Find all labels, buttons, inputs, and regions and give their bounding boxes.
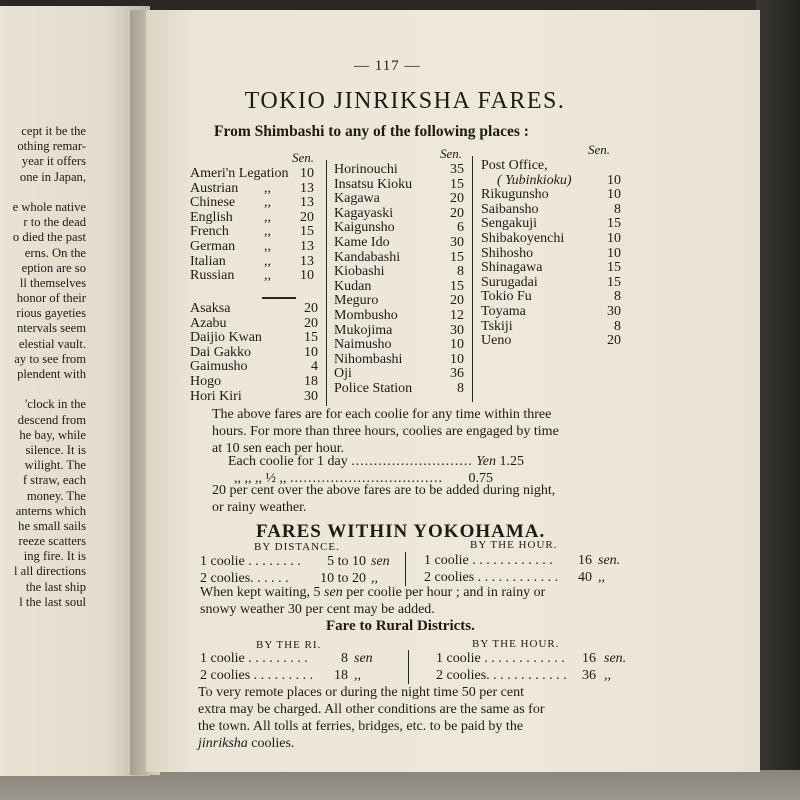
place-name: Daijio Kwan — [190, 330, 262, 346]
fare-row — [334, 382, 464, 397]
left-page-line: 'clock in the — [24, 397, 86, 412]
place-name: Naimusho — [334, 337, 392, 353]
left-page-line: e whole native — [12, 199, 86, 214]
fare-row — [334, 324, 464, 339]
fare-sen: 30 — [304, 388, 318, 404]
place-name: Austrian — [190, 180, 239, 196]
text-line: 20 per cent over the above fares are to be added during night, — [212, 483, 556, 498]
note-italic: sen — [324, 585, 343, 600]
rate-unit: ,, — [598, 570, 605, 585]
rate-label: 2 coolies . . . . . . . . . . . . — [424, 570, 559, 585]
rate-unit: sen — [371, 554, 390, 569]
rate-unit: ,, — [371, 571, 378, 586]
place-name: Kaigunsho — [334, 220, 395, 236]
rural-note-coolies: coolies. — [247, 736, 295, 751]
left-page-line: l the last soul — [19, 594, 86, 609]
fare-sen: 20 — [300, 209, 314, 225]
fare-sen: 8 — [614, 318, 621, 334]
fare-row — [190, 317, 318, 332]
fare-row — [190, 211, 314, 226]
fare-sen: 15 — [450, 249, 464, 265]
left-page-line — [0, 382, 86, 397]
rate-value: 16 — [578, 553, 592, 568]
text-line: at 10 sen each per hour. — [212, 441, 345, 456]
place-name: Police Station — [334, 380, 413, 396]
fare-sen: 8 — [457, 264, 464, 280]
rate-label: 1 coolie . . . . . . . . . — [200, 651, 308, 666]
left-page-line: o died the past — [12, 230, 86, 245]
place-name: Hori Kiri — [190, 388, 242, 404]
left-page-line: reeze scatters — [18, 534, 86, 549]
fare-row — [190, 167, 314, 182]
fare-row — [481, 203, 621, 218]
coolie-day-dots: ........................... — [351, 454, 473, 469]
rural-divider — [408, 650, 409, 684]
yokohama-note-line — [200, 601, 640, 618]
fare-row — [334, 251, 464, 266]
rate-unit: ,, — [354, 668, 361, 683]
place-name: Meguro — [334, 293, 379, 309]
col3-first-sub: ( Yubinkioku) — [497, 172, 572, 188]
place-name: Kame Ido — [334, 234, 390, 250]
place-name: Insatsu Kioku — [334, 176, 413, 192]
divider-rule — [262, 297, 296, 299]
fare-row — [190, 360, 318, 375]
rate-label: 1 coolie . . . . . . . . — [200, 554, 301, 569]
rural-title: Fare to Rural Districts. — [326, 618, 475, 634]
place-name: Asaksa — [190, 301, 231, 316]
ditto-mark: ,, — [264, 253, 271, 269]
fare-row — [334, 367, 464, 382]
book-cover-edge — [756, 0, 800, 800]
fare-row — [190, 302, 318, 317]
sen-header-3: Sen. — [588, 142, 611, 157]
fare-sen: 10 — [607, 245, 621, 261]
sen-header-2: Sen. — [440, 146, 463, 161]
fare-sen: 10 — [450, 351, 464, 367]
left-page-line: honor of their — [16, 291, 86, 306]
rate-label: 2 coolies. . . . . . . . . . . . — [436, 668, 567, 683]
place-name: Tokio Fu — [481, 289, 532, 305]
place-name: Kiobashi — [334, 264, 385, 280]
fare-row — [334, 178, 464, 193]
fare-row — [334, 353, 464, 368]
left-page — [0, 6, 150, 776]
left-page-line: year it offers — [21, 154, 86, 169]
fare-sen: 10 — [300, 268, 314, 284]
left-page-line: l all directions — [13, 564, 86, 579]
note-text: When kept waiting, 5 — [200, 585, 325, 600]
fare-sen: 15 — [304, 330, 318, 346]
place-name: Mukojima — [334, 322, 393, 338]
fare-sen: 18 — [304, 373, 318, 389]
place-name: Nihombashi — [334, 351, 403, 367]
fare-row — [334, 192, 464, 207]
place-name: German — [190, 238, 236, 254]
left-page-line: he bay, while — [19, 427, 86, 442]
left-page-line: the last ship — [25, 579, 86, 594]
fare-row — [334, 294, 464, 309]
fare-row — [481, 232, 621, 247]
fare-row — [481, 188, 621, 203]
fare-row — [481, 276, 621, 291]
fare-row — [190, 196, 314, 211]
place-name: Tskiji — [481, 318, 513, 334]
ditto-mark: ,, — [264, 209, 271, 225]
rate-unit: sen. — [604, 651, 627, 666]
page-title: TOKIO JINRIKSHA FARES. — [244, 88, 566, 114]
text-line: hours. For more than three hours, coolies are engaged by time — [212, 424, 559, 439]
night-note — [212, 482, 632, 516]
fare-sen: 15 — [300, 224, 314, 240]
fare-sen: 8 — [614, 201, 621, 217]
fare-row — [334, 236, 464, 251]
fare-sen: 13 — [300, 180, 314, 196]
left-page-line — [0, 185, 86, 200]
fare-row — [481, 320, 621, 335]
coolie-half-value: 0.75 — [468, 471, 493, 486]
fare-row — [481, 261, 621, 276]
left-page-line: one in Japan, — [19, 169, 86, 184]
fare-row — [190, 255, 314, 270]
yokohama-note-line — [200, 584, 640, 601]
sen-header-1: Sen. — [292, 150, 315, 165]
left-page-line: anterns which — [15, 503, 86, 518]
fare-sen: 20 — [450, 191, 464, 207]
fare-row — [190, 269, 314, 284]
coolie-half-dots: .................................. — [290, 471, 443, 486]
ditto-mark: ,, — [264, 238, 271, 254]
fare-sen: 20 — [304, 301, 318, 316]
fare-sen: 30 — [450, 234, 464, 250]
fare-sen: 15 — [450, 176, 464, 192]
rate-label: 2 coolies. . . . . . — [200, 571, 289, 586]
left-page-line: erns. On the — [24, 245, 86, 260]
col3-first-name: Post Office, — [481, 158, 548, 173]
fare-sen: 15 — [450, 278, 464, 294]
place-name: Sengakuji — [481, 216, 537, 232]
place-name: Oji — [334, 366, 352, 382]
fare-sen: 6 — [457, 220, 464, 236]
fare-sen: 10 — [304, 344, 318, 360]
left-page-line: he small sails — [18, 518, 86, 533]
page-number: — 117 — — [354, 58, 421, 74]
place-name: Kagawa — [334, 191, 380, 207]
coolie-day-currency: Yen — [476, 454, 496, 469]
column-divider-1 — [326, 160, 327, 406]
ditto-mark: ,, — [264, 195, 271, 211]
left-page-line: plendent with — [17, 367, 86, 381]
rate-value: 40 — [578, 570, 592, 585]
fare-sen: 13 — [300, 253, 314, 269]
fare-sen: 20 — [607, 333, 621, 349]
rate-unit: sen — [354, 651, 373, 666]
place-name: Ameri'n Legation — [190, 166, 289, 181]
ditto-mark: ,, — [264, 180, 271, 196]
coolie-day-row — [228, 454, 524, 470]
rural-note-last — [198, 735, 294, 752]
note-text: snowy weather 30 per cent may be added. — [200, 602, 435, 617]
left-page-line: ll themselves — [19, 275, 86, 290]
fare-row — [481, 305, 621, 320]
fare-sen: 4 — [311, 359, 318, 375]
left-page-line: rious gayeties — [16, 306, 86, 321]
left-page-text — [0, 124, 146, 610]
rate-label: 1 coolie . . . . . . . . . . . . — [424, 553, 553, 568]
fare-sen: 10 — [607, 230, 621, 246]
by-hour-head: BY THE HOUR. — [470, 539, 558, 551]
ditto-mark: ,, — [264, 224, 271, 240]
fare-sen: 8 — [457, 380, 464, 396]
place-name: Saibansho — [481, 201, 539, 217]
fare-sen: 20 — [304, 315, 318, 331]
place-name: Kudan — [334, 278, 372, 294]
text-line: the town. All tolls at ferries, bridges, etc. to be paid by the — [198, 719, 524, 734]
left-page-line: silence. It is — [25, 442, 86, 457]
text-line: extra may be charged. All other conditions are the same as for — [198, 702, 545, 717]
fare-row — [190, 346, 318, 361]
rate-value: 10 to 20 — [320, 571, 366, 586]
place-name: Shinagawa — [481, 260, 543, 276]
fare-row — [334, 163, 464, 178]
rate-value: 8 — [341, 651, 348, 666]
fare-row — [334, 280, 464, 295]
by-ri-head: BY THE RI. — [256, 639, 322, 651]
place-name: Rikugunsho — [481, 187, 549, 203]
fare-row — [334, 207, 464, 222]
fare-column-1b — [190, 302, 318, 404]
fare-row — [481, 247, 621, 262]
text-line: or rainy weather. — [212, 500, 307, 515]
left-page-line: descend from — [17, 412, 86, 427]
fare-sen: 13 — [300, 238, 314, 254]
fare-sen: 15 — [607, 216, 621, 232]
place-name: Toyama — [481, 303, 526, 319]
coolie-half-label: ,, ,, ,, ½ ,, — [234, 471, 287, 486]
fare-row — [190, 375, 318, 390]
fare-row — [190, 390, 318, 405]
fare-row — [190, 182, 314, 197]
fare-row — [190, 240, 314, 255]
left-page-line: ntervals seem — [17, 321, 86, 336]
fare-sen: 8 — [614, 289, 621, 305]
by-distance-head: BY DISTANCE. — [254, 541, 340, 553]
place-name: Russian — [190, 268, 235, 284]
fare-row — [481, 217, 621, 232]
place-name: Ueno — [481, 333, 512, 349]
fare-sen: 15 — [607, 274, 621, 290]
place-name: Surugadai — [481, 274, 538, 290]
subtitle: From Shimbashi to any of the following places : — [214, 123, 529, 140]
fare-sen: 30 — [607, 303, 621, 319]
left-page-line: cept it be the — [21, 124, 86, 138]
fare-row — [481, 290, 621, 305]
place-name: Shibakoyenchi — [481, 230, 565, 246]
place-name: French — [190, 224, 229, 240]
fare-sen: 36 — [450, 366, 464, 382]
left-page-line: money. The — [26, 488, 86, 503]
fare-sen: 12 — [450, 307, 464, 323]
col3-first-sen: 10 — [607, 172, 621, 188]
left-page-line: eption are so — [21, 260, 86, 275]
fare-row — [334, 338, 464, 353]
text-line: To very remote places or during the night time 50 per cent — [198, 685, 524, 700]
ditto-mark: ,, — [264, 268, 271, 284]
yokohama-divider — [405, 552, 406, 586]
rate-value: 5 to 10 — [327, 554, 366, 569]
left-page-line: ay to see from — [14, 351, 86, 366]
fare-column-3 — [481, 159, 621, 349]
fare-row — [334, 221, 464, 236]
fare-sen: 10 — [450, 337, 464, 353]
rural-by-hour-head: BY THE HOUR. — [472, 638, 560, 650]
fare-sen: 30 — [450, 322, 464, 338]
fare-row — [190, 331, 318, 346]
left-page-line: wilight. The — [24, 458, 86, 473]
coolie-day-label: Each coolie for 1 day — [228, 454, 348, 469]
fare-column-1a — [190, 167, 314, 284]
left-page-line: ing fire. It is — [23, 549, 86, 564]
column-divider-2 — [472, 156, 473, 402]
fare-sen: 15 — [607, 260, 621, 276]
text-line: The above fares are for each coolie for any time within three — [212, 407, 552, 422]
yokohama-note — [200, 584, 640, 618]
place-name: Horinouchi — [334, 162, 398, 177]
place-name: Kagayaski — [334, 205, 394, 221]
left-page-line: f straw, each — [22, 473, 86, 488]
rate-unit: ,, — [604, 668, 611, 683]
place-name: Azabu — [190, 315, 227, 331]
rate-label: 2 coolies . . . . . . . . . — [200, 668, 314, 683]
rate-value: 16 — [582, 651, 596, 666]
fare-row — [481, 334, 621, 349]
place-name: Hogo — [190, 373, 222, 389]
rate-label: 1 coolie . . . . . . . . . . . . — [436, 651, 565, 666]
place-name: Kandabashi — [334, 249, 401, 265]
rural-note — [198, 684, 638, 735]
fare-column-2 — [334, 163, 464, 397]
fare-sen: 20 — [450, 205, 464, 221]
rate-value: 36 — [582, 668, 596, 683]
left-page-line: r to the dead — [23, 215, 86, 230]
fare-sen: 35 — [450, 162, 464, 177]
fare-row — [334, 265, 464, 280]
fare-row — [334, 309, 464, 324]
rural-note-jinriksha: jinriksha — [198, 736, 248, 751]
place-name: Italian — [190, 253, 226, 269]
place-name: English — [190, 209, 233, 225]
place-name: Gaimusho — [190, 359, 248, 375]
fare-sen: 10 — [300, 166, 314, 181]
rate-value: 18 — [334, 668, 348, 683]
fare-sen: 13 — [300, 195, 314, 211]
left-page-line: elestial vault. — [18, 336, 86, 351]
yokohama-title: FARES WITHIN YOKOHAMA. — [256, 521, 546, 542]
coolie-day-value: 1.25 — [499, 454, 524, 469]
place-name: Dai Gakko — [190, 344, 252, 360]
fare-sen: 20 — [450, 293, 464, 309]
fare-notes — [212, 406, 632, 457]
left-page-line: othing remar- — [17, 139, 86, 154]
place-name: Mombusho — [334, 307, 398, 323]
rate-unit: sen. — [598, 553, 621, 568]
fare-row — [190, 225, 314, 240]
note-text: per coolie per hour ; and in rainy or — [342, 585, 546, 600]
fare-sen: 10 — [607, 187, 621, 203]
place-name: Shihosho — [481, 245, 534, 261]
place-name: Chinese — [190, 195, 236, 211]
